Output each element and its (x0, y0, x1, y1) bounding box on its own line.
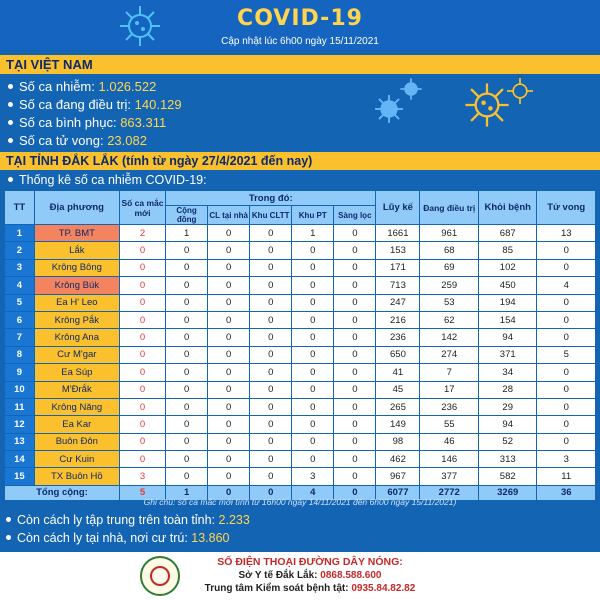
cell-screening: 0 (334, 382, 375, 398)
cell-deaths: 0 (537, 295, 595, 311)
total-kh-pt: 4 (292, 486, 333, 500)
cell-community: 0 (166, 260, 207, 276)
cell-cl-home: 0 (208, 260, 249, 276)
cell-screening: 0 (334, 295, 375, 311)
cell-kh-cltt: 0 (250, 416, 291, 432)
total-community: 1 (166, 486, 207, 500)
cell-cl-home: 0 (208, 242, 249, 258)
cell-recovered: 28 (479, 382, 536, 398)
total-deaths: 36 (537, 486, 595, 500)
cell-kh-cltt: 0 (250, 242, 291, 258)
cell-recovered: 450 (479, 277, 536, 293)
cell-new: 0 (120, 329, 165, 345)
cell-treating: 17 (420, 382, 477, 398)
cell-recovered: 94 (479, 329, 536, 345)
cell-deaths: 13 (537, 225, 595, 241)
location-cell: Cư Kuin (35, 451, 119, 467)
cell-kh-cltt: 0 (250, 468, 291, 484)
cell-treating: 69 (420, 260, 477, 276)
header-cumulative: Lũy kế (376, 191, 419, 224)
table-row (5, 277, 595, 293)
update-time: Cập nhật lúc 6h00 ngày 15/11/2021 (221, 36, 379, 47)
cell-screening: 0 (334, 468, 375, 484)
cell-screening: 0 (334, 260, 375, 276)
cell-cl-home: 0 (208, 382, 249, 398)
cell-deaths: 0 (537, 416, 595, 432)
cell-cumulative: 98 (376, 434, 419, 450)
cell-kh-pt: 0 (292, 382, 333, 398)
location-cell: TX Buôn Hồ (35, 468, 119, 484)
cell-kh-cltt: 0 (250, 451, 291, 467)
cell-new: 0 (120, 347, 165, 363)
isolation-home: Còn cách ly tại nhà, nơi cư trú: 13.860 (6, 531, 230, 545)
cell-cl-home: 0 (208, 329, 249, 345)
cell-deaths: 0 (537, 364, 595, 380)
cell-new: 0 (120, 260, 165, 276)
cell-recovered: 102 (479, 260, 536, 276)
header-kh-cltt: Khu CLTT (250, 206, 291, 224)
cell-deaths: 11 (537, 468, 595, 484)
cell-community: 0 (166, 434, 207, 450)
location-cell: Lắk (35, 242, 119, 258)
cell-cl-home: 0 (208, 416, 249, 432)
cell-community: 0 (166, 416, 207, 432)
cell-recovered: 34 (479, 364, 536, 380)
cell-kh-cltt: 0 (250, 295, 291, 311)
stat-deaths: Số ca tử vong: 23.082 (8, 133, 147, 148)
location-cell: Cư M'gar (35, 347, 119, 363)
cell-new: 2 (120, 225, 165, 241)
cell-recovered: 52 (479, 434, 536, 450)
cell-new: 0 (120, 312, 165, 328)
cell-kh-pt: 0 (292, 364, 333, 380)
header-location: Địa phương (35, 191, 119, 224)
cell-recovered: 29 (479, 399, 536, 415)
cell-new: 0 (120, 364, 165, 380)
cell-new: 0 (120, 451, 165, 467)
cell-new: 0 (120, 399, 165, 415)
cell-kh-cltt: 0 (250, 225, 291, 241)
header-tt: TT (5, 191, 34, 224)
row-number: 10 (5, 382, 34, 398)
table-row (5, 329, 595, 345)
cell-cumulative: 265 (376, 399, 419, 415)
total-cumulative: 6077 (376, 486, 419, 500)
cell-community: 0 (166, 295, 207, 311)
cell-community: 0 (166, 399, 207, 415)
table-row (5, 468, 595, 484)
cell-new: 0 (120, 434, 165, 450)
header-treating: Đang điều trị (420, 191, 477, 224)
cell-screening: 0 (334, 225, 375, 241)
cell-kh-pt: 0 (292, 312, 333, 328)
cell-cumulative: 1661 (376, 225, 419, 241)
cell-cl-home: 0 (208, 399, 249, 415)
table-row (5, 382, 595, 398)
table-row (5, 225, 595, 241)
header-of-which: Trong đó: (166, 191, 375, 205)
cell-cl-home: 0 (208, 225, 249, 241)
cell-community: 0 (166, 277, 207, 293)
table-row (5, 347, 595, 363)
row-number: 4 (5, 277, 34, 293)
cell-screening: 0 (334, 434, 375, 450)
total-new: 5 (120, 486, 165, 500)
table-note: Ghi chú: số ca mắc mới tính từ 16h00 ngày 14/11/2021 đến 6h00 ngày 15/11/2021) (143, 497, 457, 507)
isolation-concentrated: Còn cách ly tập trung trên toàn tỉnh: 2.233 (6, 513, 250, 527)
cell-cumulative: 216 (376, 312, 419, 328)
cell-new: 0 (120, 277, 165, 293)
daklak-heading: TẠI TỈNH ĐẮK LẮK (tính từ ngày 27/4/2021 đến nay) (0, 152, 600, 170)
cell-cumulative: 247 (376, 295, 419, 311)
cell-deaths: 4 (537, 277, 595, 293)
row-number: 6 (5, 312, 34, 328)
table-row (5, 416, 595, 432)
cell-recovered: 371 (479, 347, 536, 363)
cell-kh-cltt: 0 (250, 382, 291, 398)
cell-recovered: 582 (479, 468, 536, 484)
cell-deaths: 5 (537, 347, 595, 363)
cell-cumulative: 149 (376, 416, 419, 432)
cell-cumulative: 45 (376, 382, 419, 398)
row-number: 3 (5, 260, 34, 276)
cell-kh-pt: 3 (292, 468, 333, 484)
cell-community: 0 (166, 451, 207, 467)
cell-cl-home: 0 (208, 277, 249, 293)
cell-new: 0 (120, 295, 165, 311)
cell-screening: 0 (334, 277, 375, 293)
cell-new: 0 (120, 242, 165, 258)
cell-community: 0 (166, 329, 207, 345)
cell-treating: 142 (420, 329, 477, 345)
cell-cl-home: 0 (208, 295, 249, 311)
header-new-cases: Số ca mắc mới (120, 191, 165, 224)
cell-deaths: 0 (537, 399, 595, 415)
header-cl-home: CL tại nhà (208, 206, 249, 224)
location-cell: Ea H' Leo (35, 295, 119, 311)
stat-recovered: Số ca bình phục: 863.311 (8, 115, 166, 130)
cell-kh-cltt: 0 (250, 364, 291, 380)
cell-kh-pt: 0 (292, 295, 333, 311)
cell-recovered: 154 (479, 312, 536, 328)
cell-recovered: 194 (479, 295, 536, 311)
location-cell: Krông Năng (35, 399, 119, 415)
cell-cumulative: 171 (376, 260, 419, 276)
cell-kh-pt: 0 (292, 277, 333, 293)
hotline-doh: Sở Y tế Đắk Lắk: 0868.588.600 (238, 570, 382, 581)
cell-treating: 377 (420, 468, 477, 484)
header-deaths: Tử vong (537, 191, 595, 224)
cell-new: 3 (120, 468, 165, 484)
cell-cl-home: 0 (208, 312, 249, 328)
cell-community: 0 (166, 468, 207, 484)
cell-deaths: 0 (537, 242, 595, 258)
table-row (5, 312, 595, 328)
row-number: 11 (5, 399, 34, 415)
cell-screening: 0 (334, 242, 375, 258)
cell-cumulative: 462 (376, 451, 419, 467)
cell-deaths: 0 (537, 260, 595, 276)
location-cell: Buôn Đôn (35, 434, 119, 450)
table-row (5, 242, 595, 258)
table-row (5, 399, 595, 415)
total-recovered: 3269 (479, 486, 536, 500)
row-number: 5 (5, 295, 34, 311)
virus-icon (398, 76, 424, 102)
cell-kh-pt: 0 (292, 347, 333, 363)
table-row (5, 451, 595, 467)
cell-treating: 62 (420, 312, 477, 328)
cell-cumulative: 650 (376, 347, 419, 363)
cell-kh-cltt: 0 (250, 312, 291, 328)
cell-screening: 0 (334, 416, 375, 432)
cell-screening: 0 (334, 451, 375, 467)
table-row (5, 434, 595, 450)
cell-kh-pt: 0 (292, 451, 333, 467)
cell-deaths: 0 (537, 434, 595, 450)
total-label: Tổng cộng: (5, 486, 119, 500)
total-kh-cltt: 0 (250, 486, 291, 500)
header (0, 0, 600, 50)
cell-kh-cltt: 0 (250, 434, 291, 450)
hotline-footer (0, 552, 600, 600)
location-cell: Krông Búk (35, 277, 119, 293)
cases-table (4, 190, 596, 501)
row-number: 7 (5, 329, 34, 345)
cell-treating: 146 (420, 451, 477, 467)
cell-kh-cltt: 0 (250, 277, 291, 293)
cell-cumulative: 236 (376, 329, 419, 345)
cell-kh-cltt: 0 (250, 399, 291, 415)
row-number: 9 (5, 364, 34, 380)
cell-treating: 68 (420, 242, 477, 258)
cell-new: 0 (120, 382, 165, 398)
cell-kh-pt: 0 (292, 260, 333, 276)
row-number: 14 (5, 451, 34, 467)
cell-screening: 0 (334, 312, 375, 328)
cell-cl-home: 0 (208, 434, 249, 450)
location-cell: M'Đrắk (35, 382, 119, 398)
cell-recovered: 94 (479, 416, 536, 432)
cell-cumulative: 967 (376, 468, 419, 484)
cell-treating: 961 (420, 225, 477, 241)
cell-community: 1 (166, 225, 207, 241)
location-cell: Krông Ana (35, 329, 119, 345)
cell-community: 0 (166, 312, 207, 328)
cell-treating: 7 (420, 364, 477, 380)
row-number: 1 (5, 225, 34, 241)
cell-cumulative: 153 (376, 242, 419, 258)
table-row (5, 260, 595, 276)
cell-screening: 0 (334, 399, 375, 415)
location-cell: Krông Pắk (35, 312, 119, 328)
cell-recovered: 85 (479, 242, 536, 258)
stat-treating: Số ca đang điều trị: 140.129 (8, 97, 182, 112)
total-treating: 2772 (420, 486, 477, 500)
total-cl-home: 0 (208, 486, 249, 500)
cell-screening: 0 (334, 364, 375, 380)
header-community: Cộng đồng (166, 206, 207, 224)
header-kh-pt: Khu PT (292, 206, 333, 224)
cell-kh-pt: 0 (292, 242, 333, 258)
header-screening: Sàng lọc (334, 206, 375, 224)
cell-new: 0 (120, 416, 165, 432)
cell-treating: 274 (420, 347, 477, 363)
table-row (5, 295, 595, 311)
row-number: 13 (5, 434, 34, 450)
cell-cumulative: 41 (376, 364, 419, 380)
cell-kh-pt: 1 (292, 225, 333, 241)
cell-treating: 53 (420, 295, 477, 311)
row-number: 15 (5, 468, 34, 484)
vietnam-heading: TẠI VIỆT NAM (0, 55, 600, 74)
hotline-title: SỐ ĐIỆN THOẠI ĐƯỜNG DÂY NÓNG: (217, 556, 403, 568)
cell-screening: 0 (334, 347, 375, 363)
cell-cl-home: 0 (208, 451, 249, 467)
cell-cl-home: 0 (208, 347, 249, 363)
location-cell: TP. BMT (35, 225, 119, 241)
cell-deaths: 0 (537, 329, 595, 345)
row-number: 2 (5, 242, 34, 258)
hotline-cdc: Trung tâm Kiểm soát bệnh tật: 0935.84.82.82 (204, 583, 416, 594)
cell-treating: 259 (420, 277, 477, 293)
cell-community: 0 (166, 382, 207, 398)
cell-recovered: 313 (479, 451, 536, 467)
cell-recovered: 687 (479, 225, 536, 241)
cell-kh-pt: 0 (292, 416, 333, 432)
daklak-subheading: Thống kê số ca nhiễm COVID-19: (8, 173, 207, 187)
stat-infected: Số ca nhiễm: 1.026.522 (8, 79, 156, 94)
cell-kh-pt: 0 (292, 329, 333, 345)
cell-treating: 55 (420, 416, 477, 432)
virus-icon (505, 76, 535, 106)
cell-screening: 0 (334, 329, 375, 345)
cell-kh-pt: 0 (292, 399, 333, 415)
cell-kh-cltt: 0 (250, 329, 291, 345)
location-cell: Ea Kar (35, 416, 119, 432)
location-cell: Krông Bông (35, 260, 119, 276)
cell-kh-cltt: 0 (250, 260, 291, 276)
cell-cumulative: 713 (376, 277, 419, 293)
cell-community: 0 (166, 242, 207, 258)
page-title: COVID-19 (237, 6, 363, 31)
cell-deaths: 0 (537, 382, 595, 398)
cell-community: 0 (166, 364, 207, 380)
cell-community: 0 (166, 347, 207, 363)
cell-kh-cltt: 0 (250, 347, 291, 363)
total-screening: 0 (334, 486, 375, 500)
cell-cl-home: 0 (208, 468, 249, 484)
row-number: 8 (5, 347, 34, 363)
table-row (5, 364, 595, 380)
location-cell: Ea Súp (35, 364, 119, 380)
cell-kh-pt: 0 (292, 434, 333, 450)
cell-deaths: 0 (537, 312, 595, 328)
row-number: 12 (5, 416, 34, 432)
cell-cl-home: 0 (208, 364, 249, 380)
cell-treating: 236 (420, 399, 477, 415)
header-recovered: Khỏi bệnh (479, 191, 536, 224)
cell-treating: 46 (420, 434, 477, 450)
cell-deaths: 3 (537, 451, 595, 467)
